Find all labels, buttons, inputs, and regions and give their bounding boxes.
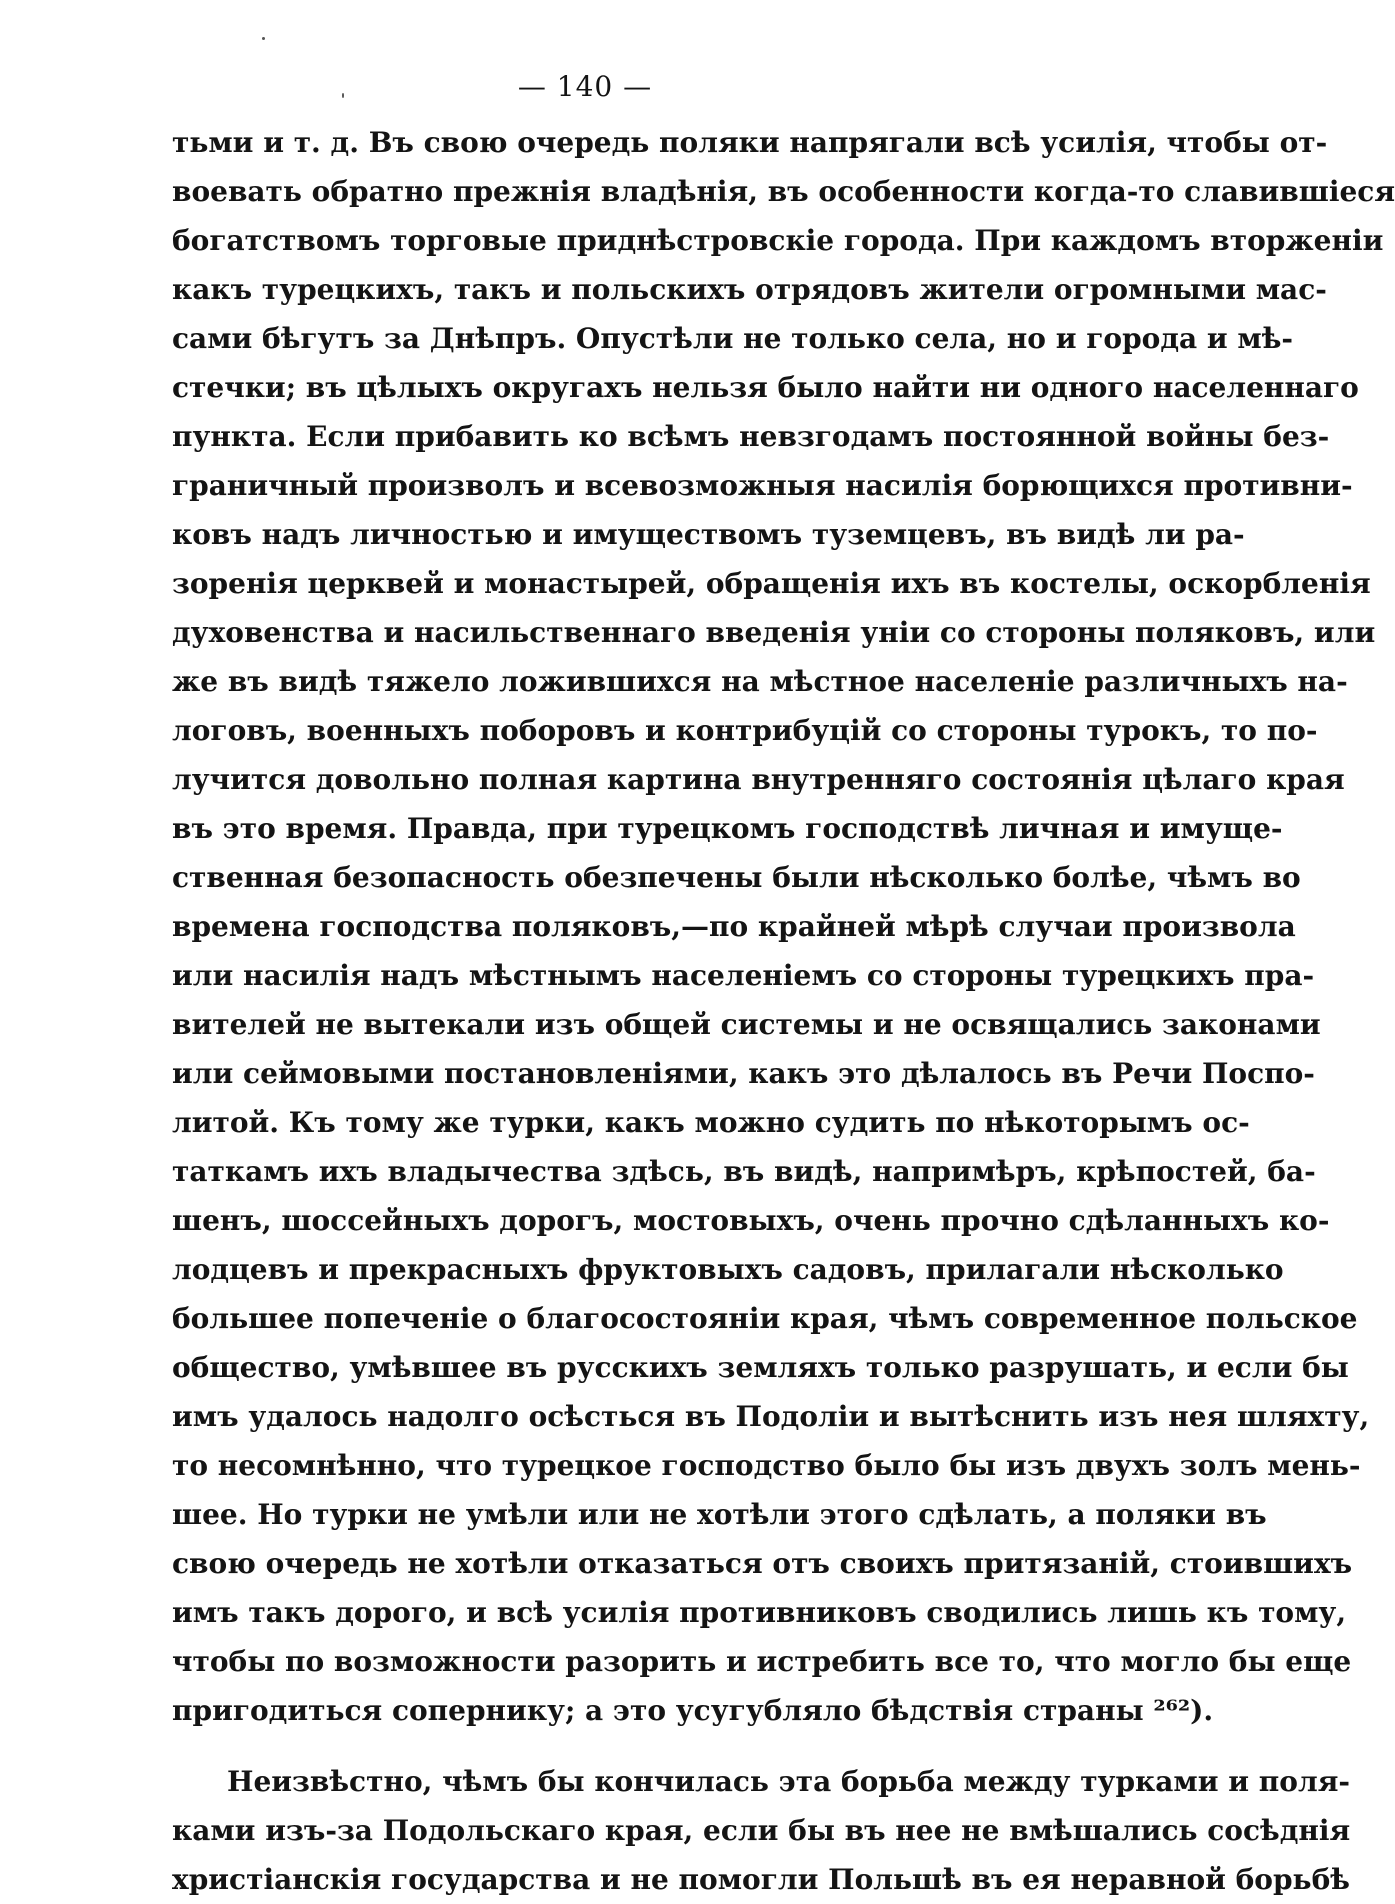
text-line: какъ турецкихъ, такъ и польскихъ отрядовъ жители огромными мас- xyxy=(172,273,1327,306)
text-line: ковъ надъ личностью и имуществомъ туземцевъ, въ видѣ ли ра- xyxy=(172,518,1245,551)
text-line: шее. Но турки не умѣли или не хотѣли этого сдѣлать, а поляки въ xyxy=(172,1498,1267,1531)
paragraph-gap xyxy=(172,1735,1102,1757)
text-line: вителей не вытекали изъ общей системы и не освящались законами xyxy=(172,1008,1321,1041)
text-line: имъ удалось надолго осѣсться въ Подоліи и вытѣснить изъ нея шляхту, xyxy=(172,1400,1370,1433)
text-line: тьми и т. д. Въ свою очередь поляки напрягали всѣ усилія, чтобы от- xyxy=(172,126,1328,159)
text-line: или сеймовыми постановленіями, какъ это дѣлалось въ Речи Поспо- xyxy=(172,1057,1315,1090)
text-line-with-footnote-ref: пригодиться сопернику; а это усугубляло бѣдствія страны ²⁶²). xyxy=(172,1694,1214,1727)
text-line: или насилія надъ мѣстнымъ населеніемъ со стороны турецкихъ пра- xyxy=(172,959,1315,992)
text-line: то несомнѣнно, что турецкое господство было бы изъ двухъ золъ мень- xyxy=(172,1449,1361,1482)
text-line: стечки; въ цѣлыхъ округахъ нельзя было найти ни одного населеннаго xyxy=(172,371,1359,404)
text-line: времена господства поляковъ,—по крайней мѣрѣ случаи произвола xyxy=(172,910,1296,943)
text-line: христіанскія государства и не помогли Польшѣ въ ея неравной борьбѣ xyxy=(172,1863,1350,1896)
text-line: литой. Къ тому же турки, какъ можно судить по нѣкоторымъ ос- xyxy=(172,1106,1250,1139)
text-line: логовъ, военныхъ поборовъ и контрибуцій со стороны турокъ, то по- xyxy=(172,714,1318,747)
text-line: лучится довольно полная картина внутренняго состоянія цѣлаго края xyxy=(172,763,1345,796)
text-line: воевать обратно прежнія владѣнія, въ особенности когда-то славившіеся xyxy=(172,175,1395,208)
text-line: богатствомъ торговые приднѣстровскіе города. При каждомъ вторженіи xyxy=(172,224,1384,257)
text-line: граничный произволъ и всевозможныя насилія борющихся противни- xyxy=(172,469,1353,502)
text-line: Неизвѣстно, чѣмъ бы кончилась эта борьба между турками и поля- xyxy=(227,1765,1350,1798)
text-line: таткамъ ихъ владычества здѣсь, въ видѣ, напримѣръ, крѣпостей, ба- xyxy=(172,1155,1316,1188)
text-line: сами бѣгутъ за Днѣпръ. Опустѣли не только села, но и города и мѣ- xyxy=(172,322,1294,355)
text-line: ками изъ-за Подольскаго края, если бы въ нее не вмѣшались сосѣднія xyxy=(172,1814,1351,1847)
text-line: ственная безопасность обезпечены были нѣсколько болѣе, чѣмъ во xyxy=(172,861,1301,894)
text-line: общество, умѣвшее въ русскихъ земляхъ только разрушать, и если бы xyxy=(172,1351,1349,1384)
page-number: — 140 — xyxy=(517,70,653,103)
paragraph-2 xyxy=(172,1757,1351,1904)
paragraph-1 xyxy=(172,118,1395,1735)
text-line: большее попеченіе о благосостояніи края, чѣмъ современное польское xyxy=(172,1302,1358,1335)
text-line: же въ видѣ тяжело ложившихся на мѣстное населеніе различныхъ на- xyxy=(172,665,1348,698)
text-line: чтобы по возможности разорить и истребить все то, что могло бы еще xyxy=(172,1645,1352,1678)
text-line: имъ такъ дорого, и всѣ усилія противниковъ сводились лишь къ тому, xyxy=(172,1596,1347,1629)
text-line: лодцевъ и прекрасныхъ фруктовыхъ садовъ, прилагали нѣсколько xyxy=(172,1253,1284,1286)
text-line: пункта. Если прибавить ко всѣмъ невзгодамъ постоянной войны без- xyxy=(172,420,1330,453)
page-speck xyxy=(262,37,265,40)
text-line: шенъ, шоссейныхъ дорогъ, мостовыхъ, очень прочно сдѣланныхъ ко- xyxy=(172,1204,1330,1237)
text-line: свою очередь не хотѣли отказаться отъ своихъ притязаній, стоившихъ xyxy=(172,1547,1353,1580)
text-line: духовенства и насильственнаго введенія уніи со стороны поляковъ, или xyxy=(172,616,1376,649)
body-text xyxy=(172,118,1395,1904)
text-line: въ это время. Правда, при турецкомъ господствѣ личная и имуще- xyxy=(172,812,1283,845)
text-line: зоренія церквей и монастырей, обращенія ихъ въ костелы, оскорбленія xyxy=(172,567,1371,600)
